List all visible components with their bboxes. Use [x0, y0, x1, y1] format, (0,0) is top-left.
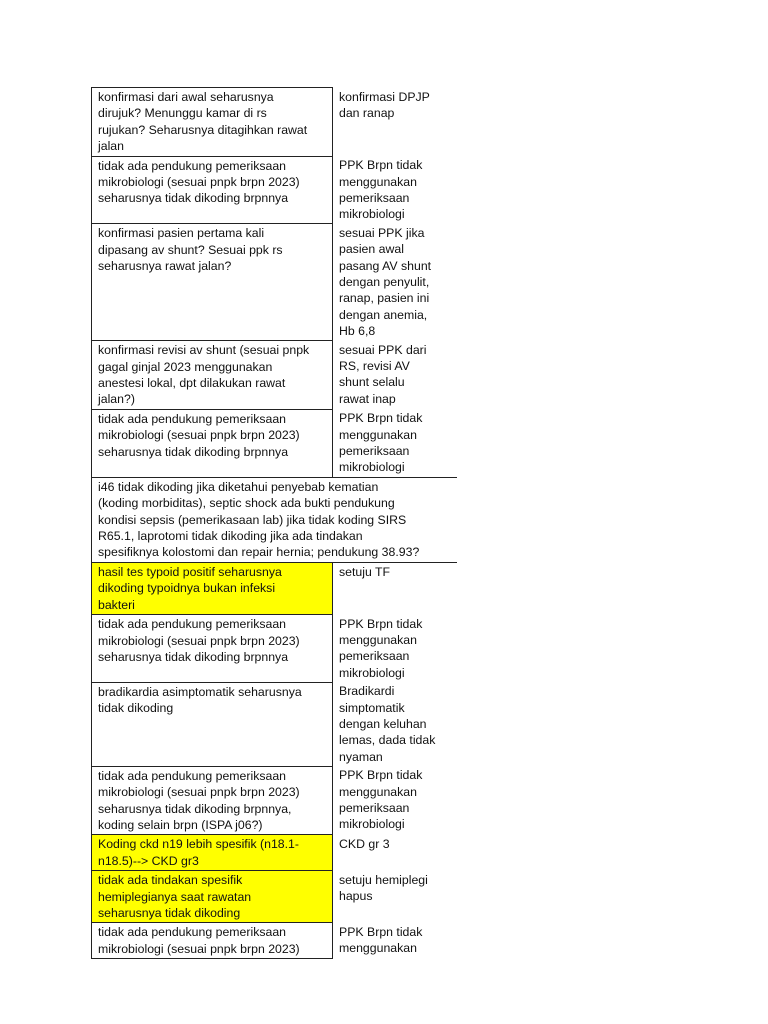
answer-cell: CKD gr 3	[339, 836, 390, 851]
answer-cell: PPK Brpn tidak menggunakan pemeriksaan mikrobiologi	[339, 411, 423, 475]
table-row	[92, 766, 458, 835]
answer-cell: sesuai PPK jika pasien awal pasang AV shunt dengan penyulit, ranap, pasien ini dengan anemia, Hb 6,8	[339, 225, 432, 339]
table-row	[92, 341, 458, 410]
table-row	[92, 477, 458, 562]
answer-cell: PPK Brpn tidak menggunakan pemeriksaan mikrobiologi	[339, 768, 423, 832]
question-cell: tidak ada pendukung pemeriksaan mikrobiologi (sesuai pnpk brpn 2023) seharusnya tidak dikoding brpnnya	[92, 409, 333, 477]
answer-cell: PPK Brpn tidak menggunakan	[339, 924, 423, 956]
question-cell: tidak ada pendukung pemeriksaan mikrobiologi (sesuai pnpk brpn 2023) seharusnya tidak dikoding brpnnya	[92, 156, 333, 224]
table-row	[92, 835, 458, 871]
table-row	[92, 156, 458, 224]
question-cell: tidak ada pendukung pemeriksaan mikrobiologi (sesuai pnpk brpn 2023)	[92, 923, 333, 959]
answer-cell: Bradikardi simptomatik dengan keluhan lemas, dada tidak nyaman	[339, 684, 436, 764]
table-row	[92, 923, 458, 959]
table-row	[92, 409, 458, 477]
question-cell: konfirmasi pasien pertama kali dipasang av shunt? Sesuai ppk rs seharusnya rawat jalan?	[92, 224, 333, 341]
answer-cell: PPK Brpn tidak menggunakan pemeriksaan mikrobiologi	[339, 616, 423, 680]
review-table	[91, 87, 457, 959]
question-cell-highlighted: tidak ada tindakan spesifik hemiplegianya saat rawatan seharusnya tidak dikoding	[92, 871, 333, 923]
answer-cell: konfirmasi DPJP dan ranap	[339, 89, 430, 120]
merged-note-cell: i46 tidak dikoding jika diketahui penyebab kematian (koding morbiditas), septic shock ada bukti pendukung kondisi sepsis (pemerikasaan lab) jika tidak koding SIRS R65.1, laprotomi tidak dikoding jika ada tindakan spesifiknya kolostomi dan repair hernia; pendukung 38.93?	[92, 477, 458, 562]
table-row	[92, 562, 458, 614]
question-cell: bradikardia asimptomatik seharusnya tidak dikoding	[92, 682, 333, 766]
question-cell: konfirmasi dari awal seharusnya dirujuk? Menunggu kamar di rs rujukan? Seharusnya ditagihkan rawat jalan	[92, 88, 333, 157]
question-cell-highlighted: Koding ckd n19 lebih spesifik (n18.1- n18.5)--> CKD gr3	[92, 835, 333, 871]
question-cell: tidak ada pendukung pemeriksaan mikrobiologi (sesuai pnpk brpn 2023) seharusnya tidak dikoding brpnnya	[92, 615, 333, 683]
table-row	[92, 88, 458, 157]
question-cell-highlighted: hasil tes typoid positif seharusnya dikoding typoidnya bukan infeksi bakteri	[92, 562, 333, 614]
answer-cell: PPK Brpn tidak menggunakan pemeriksaan mikrobiologi	[339, 158, 423, 222]
question-cell: konfirmasi revisi av shunt (sesuai pnpk gagal ginjal 2023 menggunakan anestesi lokal, dpt dilakukan rawat jalan?)	[92, 341, 333, 410]
table-row	[92, 871, 458, 923]
table-row	[92, 682, 458, 766]
answer-cell: setuju hemiplegi hapus	[339, 872, 428, 904]
answer-cell: setuju TF	[333, 562, 458, 614]
answer-cell: sesuai PPK dari RS, revisi AV shunt selalu rawat inap	[339, 342, 427, 406]
table-row	[92, 224, 458, 341]
table-row	[92, 615, 458, 683]
question-cell: tidak ada pendukung pemeriksaan mikrobiologi (sesuai pnpk brpn 2023) seharusnya tidak dikoding brpnnya, koding selain brpn (ISPA j06?)	[92, 766, 333, 835]
